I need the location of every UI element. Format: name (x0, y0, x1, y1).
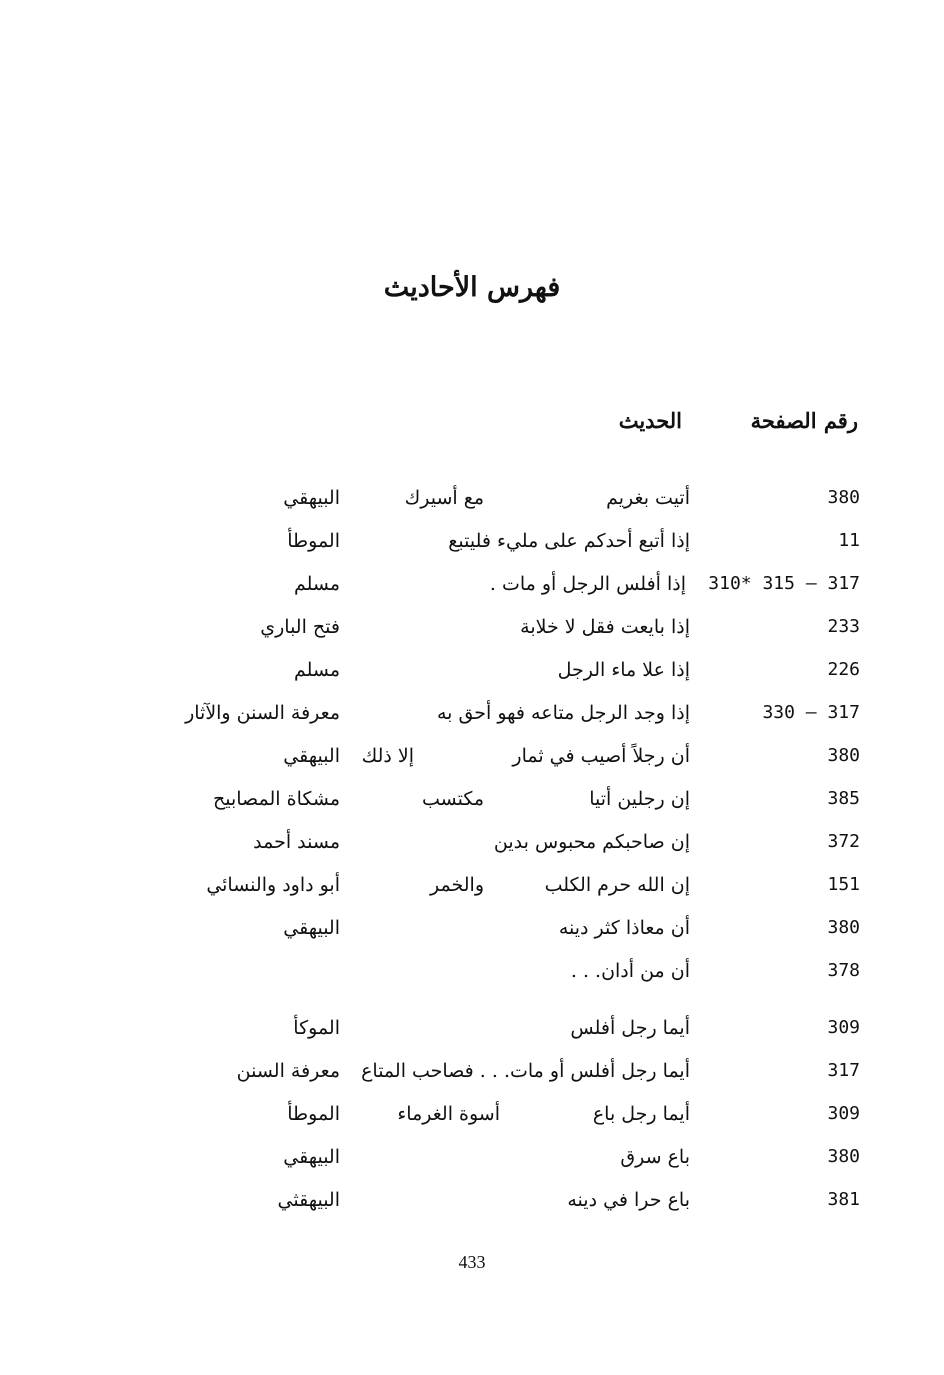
row-page-ref: 378 (827, 960, 860, 981)
row-page-ref: 310* 315 – 317 (708, 573, 860, 594)
row-source: مسند أحمد (253, 831, 340, 853)
page-title: فهرس الأحاديث (383, 272, 561, 303)
row-page-ref: 233 (827, 616, 860, 637)
row-page-ref: 381 (827, 1189, 860, 1210)
row-source: الموكأ (293, 1017, 340, 1039)
row-source: أبو داود والنسائي (206, 874, 340, 896)
row-hadith-text: إن رجلين أتيا (589, 788, 690, 810)
row-hadith-text: أن من أدان. . . (570, 960, 690, 982)
row-hadith-text: أتيت بغريم (606, 487, 690, 509)
row-hadith-continuation: والخمر (430, 874, 484, 896)
index-row (0, 616, 944, 656)
row-page-ref: 151 (827, 874, 860, 895)
row-source: مشكاة المصابيح (212, 788, 340, 810)
index-row (0, 1103, 944, 1143)
row-source: معرفة السنن والآثار (185, 702, 340, 724)
row-hadith-text: إذا بايعت فقل لا خلابة (520, 616, 690, 638)
row-source: الموطأ (287, 1103, 340, 1125)
index-row (0, 1146, 944, 1186)
index-row (0, 745, 944, 785)
row-hadith-text: باع حرا في دينه (567, 1189, 690, 1211)
row-hadith-continuation: أسوة الغرماء (397, 1103, 500, 1125)
hadith-column-header: الحديث (618, 408, 682, 433)
row-hadith-text: أيما رجل أفلس أو مات. . . فصاحب المتاع (361, 1060, 690, 1082)
row-source: مسلم (293, 659, 340, 681)
page-number: 433 (458, 1252, 486, 1272)
index-row (0, 788, 944, 828)
row-source: البيهقي (283, 487, 340, 509)
row-hadith-continuation: إلا ذلك (361, 745, 414, 767)
row-source: البيهقي (283, 1146, 340, 1168)
row-source: مسلم (293, 573, 340, 595)
row-hadith-text: إذا علا ماء الرجل (557, 659, 690, 681)
index-row (0, 573, 944, 613)
index-row (0, 659, 944, 699)
index-row (0, 487, 944, 527)
index-row (0, 831, 944, 871)
row-hadith-continuation: مكتسب (421, 788, 484, 810)
row-hadith-text: باع سرق (620, 1146, 690, 1168)
row-page-ref: 317 (827, 1060, 860, 1081)
index-row (0, 874, 944, 914)
row-page-ref: 385 (827, 788, 860, 809)
row-page-ref: 226 (827, 659, 860, 680)
index-row (0, 1060, 944, 1100)
row-hadith-text: إذا أفلس الرجل أو مات . (489, 573, 686, 595)
row-page-ref: 380 (827, 487, 860, 508)
row-page-ref: 380 (827, 1146, 860, 1167)
row-hadith-text: أيما رجل باع (592, 1103, 690, 1125)
index-row (0, 917, 944, 957)
page-number-column-header: رقم الصفحة (750, 408, 858, 433)
row-page-ref: 380 (827, 745, 860, 766)
row-page-ref: 372 (827, 831, 860, 852)
row-page-ref: 380 (827, 917, 860, 938)
row-hadith-text: إن الله حرم الكلب (544, 874, 690, 896)
row-page-ref: 330 – 317 (762, 702, 860, 723)
row-source: الموطأ (287, 530, 340, 552)
row-page-ref: 11 (838, 530, 860, 551)
row-page-ref: 309 (827, 1017, 860, 1038)
row-source: البيهقثي (277, 1189, 340, 1211)
row-hadith-text: أن رجلاً أصيب في ثمار (512, 745, 690, 767)
row-hadith-continuation: مع أسيرك (404, 487, 484, 509)
row-hadith-text: إذا وجد الرجل متاعه فهو أحق به (436, 702, 690, 724)
row-hadith-text: إن صاحبكم محبوس بدين (493, 831, 690, 853)
index-row (0, 530, 944, 570)
row-source: البيهقي (283, 745, 340, 767)
row-source: معرفة السنن (236, 1060, 340, 1082)
index-row (0, 702, 944, 742)
index-row (0, 960, 944, 1000)
index-row (0, 1017, 944, 1057)
row-page-ref: 309 (827, 1103, 860, 1124)
row-hadith-text: إذا أتبع أحدكم على مليء فليتبع (448, 530, 690, 552)
row-hadith-text: أن معاذا كثر دينه (558, 917, 690, 939)
row-source: البيهقي (283, 917, 340, 939)
row-source: فتح الباري (260, 616, 340, 638)
row-hadith-text: أيما رجل أفلس (570, 1017, 690, 1039)
index-row (0, 1189, 944, 1229)
